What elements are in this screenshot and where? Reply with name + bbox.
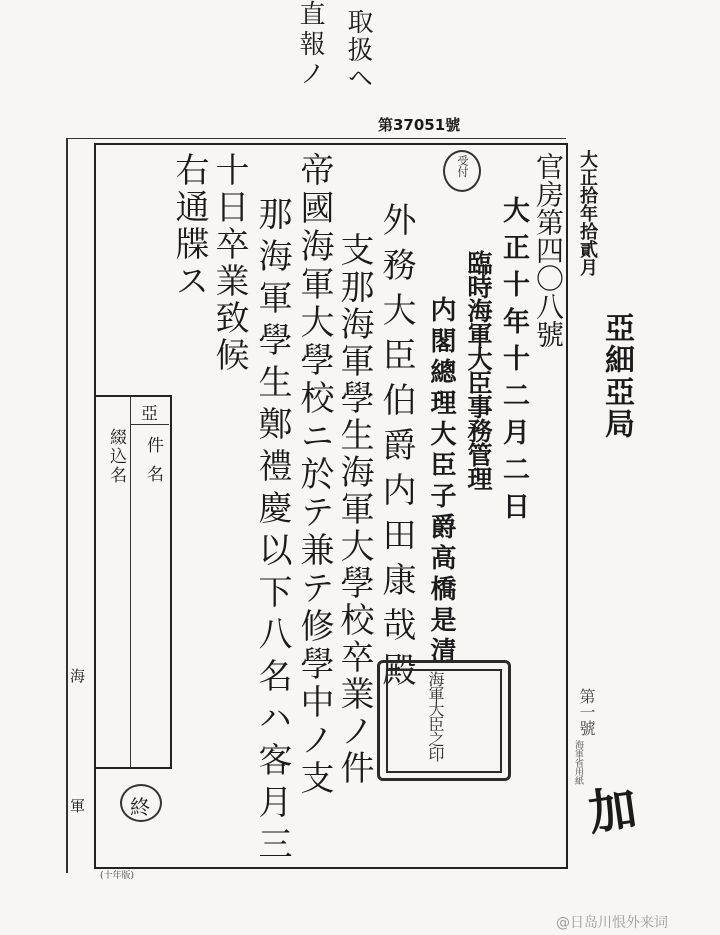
file-box-divider <box>130 395 131 767</box>
page-mark: 第一號 <box>577 688 596 736</box>
outer-left-rule <box>66 138 68 873</box>
paper-edition-label: (十年版) <box>100 871 135 881</box>
body-line-3: 那海軍學生鄭禮慶以下八名ハ客月三 <box>252 196 292 868</box>
official-seal <box>377 660 511 781</box>
seal-text: 海軍大臣之印 <box>426 671 445 761</box>
sender-title: 臨時海軍大臣事務管理 <box>464 250 493 490</box>
margin-note-b: 直報ノ <box>295 0 325 90</box>
body-line-5: 右通牒ス <box>169 152 209 300</box>
outer-top-rule <box>66 138 566 139</box>
file-box-subject-label: 件名 <box>143 436 163 494</box>
watermark: @日岛川恨外来词 <box>556 915 668 931</box>
receipt-stamp <box>443 150 481 192</box>
date-line: 大正十年十二月二日 <box>498 196 529 529</box>
office-number: 官房第四〇八號 <box>532 152 565 348</box>
file-box-row-rule <box>131 424 169 425</box>
circle-mark-text: 終 <box>130 795 150 819</box>
signature: 加 <box>584 779 641 843</box>
navy-char-2: 軍 <box>70 797 86 815</box>
paper-type-label: 海軍省用紙 <box>573 740 583 785</box>
margin-note-a: 取扱ヘ <box>343 8 373 92</box>
receipt-stamp-text: 受付 <box>456 155 469 177</box>
body-line-4-visible: 十日卒業致候 <box>209 152 249 374</box>
file-box-binding-label: 綴込名 <box>106 428 126 485</box>
body-line-1: 支那海軍學生海軍大學校卒業ノ件 <box>334 232 374 787</box>
addressee: 外務大臣伯爵内田康哉殿 <box>376 202 416 697</box>
file-box-top-label: 亞 <box>141 404 158 424</box>
serial-number: 第37051號 <box>378 116 461 134</box>
year-stamp: 大正拾年拾貳月 <box>577 150 598 276</box>
bureau-label: 亞細亞局 <box>599 312 634 440</box>
sender-name: 内閣總理大臣子爵高橋是清 <box>426 296 456 668</box>
body-line-2: 帝國海軍大學校ニ於テ兼テ修學中ノ支 <box>294 152 334 798</box>
circle-mark <box>120 784 162 822</box>
navy-char-1: 海 <box>70 667 86 685</box>
